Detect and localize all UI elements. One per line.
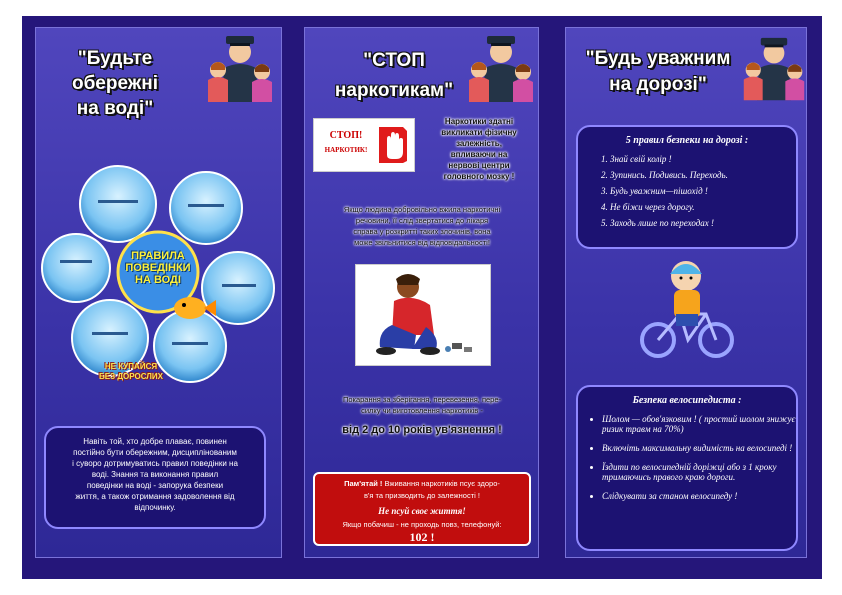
drugs-intro-text (423, 116, 535, 182)
bike-safety-list (578, 414, 796, 501)
water-info-box (44, 426, 266, 529)
warning-line: речовини, її слід звертатися до лікаря (355, 216, 489, 225)
alert-remember: Пам'ятай ! (344, 479, 383, 488)
stop-sign-card (313, 118, 415, 172)
title-line: "Будь уважним (585, 48, 731, 69)
road-rule-item: 1. Знай свій колір ! (610, 154, 796, 164)
warning-line: справа у розкритті таких злочинів, вона (353, 227, 491, 236)
title-line: "СТОП (363, 50, 425, 71)
police-with-children-icon (740, 30, 807, 110)
alert-line (319, 478, 525, 490)
stop-sign-text (320, 129, 372, 157)
info-line: відпочинку. (134, 503, 176, 512)
law-line: Покарання за зберігання, перевезення, пере- (342, 395, 502, 404)
warning-line: може звільнитися від відповідальності! (354, 238, 490, 247)
alert-line: в'я та призводить до залежності ! (364, 491, 480, 500)
road-rules-box (576, 125, 798, 249)
poster-line: ПОВЕДІНКИ (125, 262, 191, 274)
title-line: обережні (71, 73, 159, 94)
road-rule-item: 3. Будь уважним—пішохід ! (610, 186, 796, 196)
alert-phone-text: Якщо побачиш - не проходь повз, телефонуй: (342, 520, 502, 529)
intro-line: Наркотики здатні (444, 117, 514, 126)
stop-sign-line: СТОП! (329, 130, 363, 141)
panel-stop-drugs (304, 27, 539, 558)
info-line: постійно бути обережним, дисциплінованим (73, 448, 237, 457)
sitting-person-icon (356, 265, 490, 365)
title-line: "Будьте (77, 48, 153, 69)
intro-line: головного мозку ! (443, 172, 515, 181)
poster-line: БЕЗ ДОРОСЛИХ (99, 372, 163, 381)
law-line: силку чи виготовлення наркотиків - (361, 406, 483, 415)
intro-line: викликати фізичну (441, 128, 517, 137)
drugs-law-text (311, 394, 533, 416)
police-with-children-icon (465, 30, 537, 110)
child-on-bicycle-icon (636, 254, 738, 364)
panel-water-safety (35, 27, 282, 558)
title-line: на воді" (76, 98, 154, 119)
info-line: воді. Знання та виконання правил (91, 470, 219, 479)
poster-line: НЕ КУПАЙСЯ (104, 362, 158, 371)
panel-road-safety (565, 27, 807, 558)
panel2-title (319, 46, 469, 106)
road-rules-heading: 5 правил безпеки на дорозі : (625, 135, 749, 146)
title-line: наркотикам" (334, 80, 454, 101)
info-line: поведінки на воді - запорука безпеки (86, 481, 224, 490)
intro-line: залежність, (456, 139, 502, 148)
title-line: на дорозі" (609, 74, 707, 95)
info-line: Навіть той, хто добре плаває, повинен (83, 437, 227, 446)
bike-safety-heading: Безпека велосипедиста : (632, 395, 742, 406)
drugs-alert-box (313, 472, 531, 546)
addict-illustration (355, 264, 491, 366)
bike-rule-item: • Шолом — обов'язковим ! ( простий шолом знижує ризик травм на 70%) (602, 414, 796, 434)
stop-sign-line: НАРКОТИК! (324, 146, 368, 154)
road-rule-item: 2. Зупинись. Подивись. Переходь. (610, 170, 796, 180)
alert-phone-number: 102 ! (409, 530, 435, 544)
bike-safety-box (576, 385, 798, 551)
water-poster-bottom-text (76, 362, 186, 382)
alert-slogan: Не псуй своє життя! (378, 506, 466, 516)
water-poster-center-text (116, 250, 200, 286)
bike-rule-item: • Слідкувати за станом велосипеду ! (602, 491, 796, 501)
info-line: і суворо дотримуватись правил поведінки на (72, 459, 238, 468)
bike-rule-item: • Їздити по велосипедній доріжці або з 1 кроку тримаючись правого краю дороги. (602, 462, 796, 482)
drugs-warning-text (311, 204, 533, 248)
intro-line: нервові центри (448, 161, 510, 170)
poster-line: ПРАВИЛА (131, 250, 185, 262)
panel1-title (50, 46, 180, 121)
bike-rule-item: • Включіть максимальну видимість на велосипеді ! (602, 443, 796, 453)
stop-hand-icon (376, 125, 410, 165)
road-rules-list (578, 154, 796, 228)
police-with-children-icon (204, 30, 276, 110)
drugs-law-term: від 2 до 10 років ув'язнення ! (342, 424, 502, 436)
info-line: життя, а також отримання задоволення від (75, 492, 235, 501)
road-rule-item: 4. Не біжи через дорогу. (610, 202, 796, 212)
panel3-title (568, 46, 748, 98)
alert-text: Вживання наркотиків псує здоро- (382, 479, 500, 488)
road-rule-item: 5. Заходь лише по переходах ! (610, 218, 796, 228)
warning-line: Якщо людина добровільно вжила наркотичні (343, 205, 501, 214)
poster-line: НА ВОДІ (135, 274, 181, 286)
intro-line: впливаючи на (450, 150, 508, 159)
